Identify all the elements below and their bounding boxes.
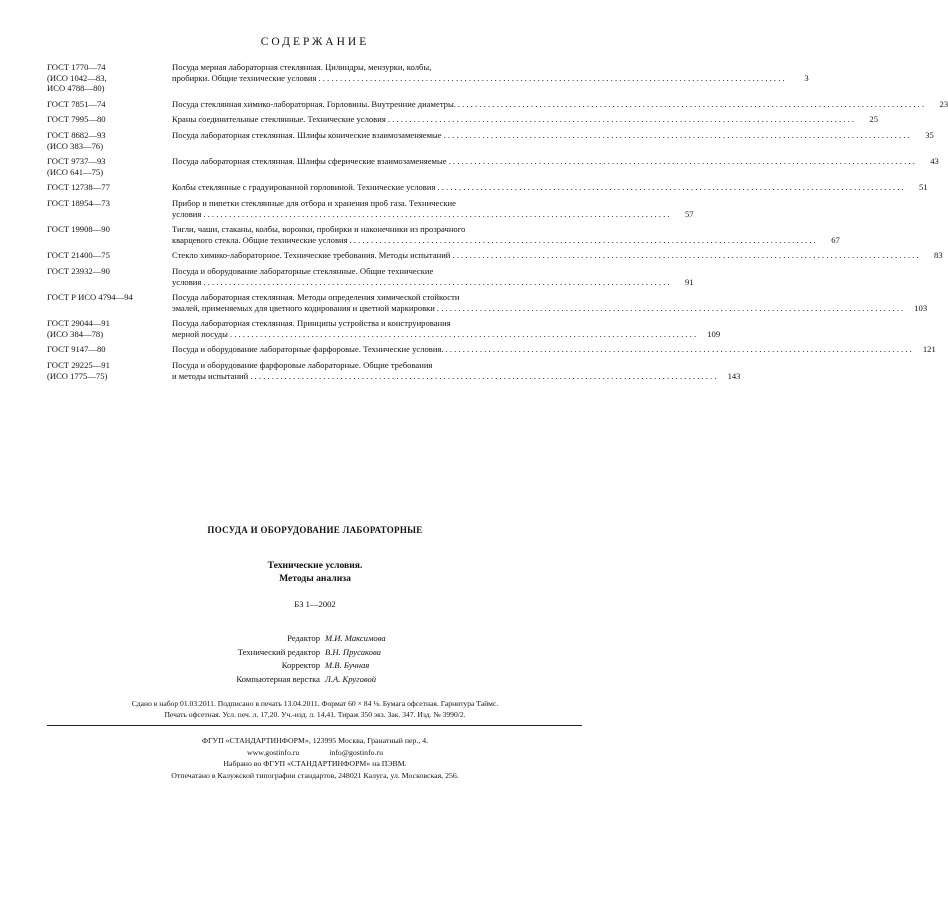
toc-standard-code (47, 130, 172, 151)
toc-dot-leader (437, 303, 903, 314)
toc-description-text: Посуда лабораторная стеклянная. Методы определения химической стойкости (172, 292, 460, 303)
credit-role: Технический редактор (237, 646, 320, 657)
toc-description-text: кварцевого стекла. Общие технические условия (172, 234, 348, 245)
toc-dot-leader (444, 130, 910, 141)
toc-dot-leader (350, 235, 816, 246)
toc-description-line (172, 62, 809, 73)
toc-description-text: мерной посуды (172, 328, 228, 339)
toc-code-line: ГОСТ 29044—91 (47, 318, 110, 329)
toc-standard-code (47, 156, 172, 177)
toc-description-text: Колбы стеклянные с градуированной горловиной. Технические условия (172, 182, 436, 193)
toc-description (172, 156, 939, 177)
imprint-line-1: Сдано в набор 01.03.2011. Подписано в печать 13.04.2011. Формат 60 × 84 ⅛. Бумага офсетная. Гарнитура Таймс. (131, 699, 499, 708)
toc-dot-leader (458, 99, 924, 110)
toc-entry[interactable] (47, 292, 928, 313)
toc-code-line: ГОСТ 18954—73 (47, 197, 110, 208)
toc-description (172, 182, 928, 193)
toc-entry[interactable] (47, 265, 694, 287)
toc-code-line: ИСО 4788—80) (47, 83, 105, 94)
toc-description-text: Тигли, чаши, стаканы, колбы, воронки, пробирки и наконечники из прозрачного (172, 224, 466, 235)
toc-code-line: ГОСТ 19908—90 (47, 224, 110, 235)
toc-description-line (172, 99, 948, 110)
toc-description-line (172, 156, 939, 167)
toc-description-text: и методы испытаний (172, 370, 249, 381)
credit-tech-editor (0, 646, 630, 660)
toc-description (172, 344, 936, 355)
toc-page-number: 23 (939, 98, 948, 109)
footer (0, 735, 630, 781)
toc-description (172, 266, 694, 287)
toc-description (172, 198, 694, 219)
toc-standard-code (47, 344, 172, 355)
toc-code-line: ГОСТ 29225—91 (47, 360, 110, 371)
toc-standard-code (47, 224, 172, 245)
credit-role: Редактор (287, 633, 320, 643)
toc-description-text: пробирки. Общие технические условия (172, 72, 317, 83)
credit-name: М.И. Максимова (325, 633, 386, 643)
toc-description-text: Посуда и оборудование фарфоровые лабораторные. Общие требования (172, 360, 433, 371)
toc-dot-leader (203, 209, 669, 220)
toc-entry[interactable] (47, 250, 943, 261)
toc-page-number: 57 (684, 208, 694, 219)
divider (47, 725, 582, 726)
toc-page-number: 67 (831, 234, 840, 245)
toc-description (172, 292, 927, 313)
toc-entry[interactable] (47, 156, 939, 177)
toc-description-line (172, 266, 694, 277)
publication-subtitle-line-2: Методы анализа (279, 573, 351, 584)
toc-page-number: 51 (919, 182, 928, 193)
credit-corrector (0, 659, 630, 673)
toc-standard-code (47, 292, 172, 313)
toc-entry[interactable] (47, 318, 721, 339)
toc-description-line (172, 73, 809, 84)
imprint (40, 698, 590, 720)
toc-description-text: Прибор и пипетки стеклянные для отбора и хранения проб газа. Технические (172, 197, 456, 208)
toc-page-number: 121 (922, 344, 936, 355)
toc-entry[interactable] (47, 114, 878, 125)
toc-description-text: Краны соединительные стеклянные. Технические условия (172, 114, 386, 125)
toc-code-line: ГОСТ Р ИСО 4794—94 (47, 292, 133, 303)
toc-standard-code (47, 182, 172, 193)
toc-page-number: 91 (684, 276, 694, 287)
toc-description (172, 130, 934, 151)
toc-dot-leader (318, 73, 784, 84)
toc-description-text: Посуда лабораторная стеклянная. Шлифы конические взаимозаменяемые (172, 129, 442, 140)
credit-name: Л.А. Круговой (325, 673, 377, 684)
toc-page-number: 35 (925, 129, 934, 140)
toc-code-line: ГОСТ 23932—90 (47, 265, 110, 276)
typeset-note: Набрано во ФГУП «СТАНДАРТИНФОРМ» на ПЭВМ. (223, 759, 407, 769)
toc-description-text: Посуда и оборудование лабораторные фарфоровые. Технические условия. (172, 344, 444, 355)
toc-description-line (172, 209, 694, 220)
toc-entry[interactable] (47, 62, 809, 94)
toc-description-text: условия (172, 208, 202, 219)
toc-description-line (172, 318, 720, 329)
toc-code-line: ГОСТ 12738—77 (47, 182, 110, 193)
email-link[interactable]: info@gostinfo.ru (329, 747, 384, 757)
toc-description (172, 114, 878, 125)
toc-code-line: ГОСТ 21400—75 (47, 250, 110, 261)
toc-description-text: эмалей, применяемых для цветного кодирования и цветной маркировки (172, 302, 435, 313)
website-link[interactable]: www.gostinfo.ru (246, 747, 300, 757)
toc-description-text: Посуда стеклянная химико-лабораторная. Горловины. Внутренние диаметры. (172, 98, 456, 109)
toc-description-line (172, 344, 936, 355)
credit-editor (0, 632, 630, 646)
bz-number: БЗ 1—2002 (294, 599, 336, 609)
toc-standard-code (47, 318, 172, 339)
toc-code-line: ГОСТ 9147—80 (47, 344, 106, 355)
toc-dot-leader (446, 344, 912, 355)
toc-description-line (172, 360, 740, 371)
toc-standard-code (47, 62, 172, 94)
toc-code-line: (ИСО 641—75) (47, 166, 104, 177)
toc-dot-leader (203, 277, 669, 288)
toc-page-number: 3 (804, 72, 809, 83)
toc-page-number: 83 (934, 250, 943, 261)
toc-page-number: 103 (914, 302, 928, 313)
toc-code-line: (ИСО 1775—75) (47, 370, 108, 381)
toc-description (172, 62, 809, 94)
toc-code-line: ГОСТ 8682—93 (47, 129, 106, 140)
toc-description-line (172, 292, 927, 303)
toc-description-text: Посуда и оборудование лабораторные стеклянные. Общие технические (172, 265, 434, 276)
toc-description (172, 318, 720, 339)
toc-page-number: 143 (727, 370, 741, 381)
imprint-line-2: Печать офсетная. Усл. печ. л. 17,20. Уч.-изд. л. 14,41. Тираж 350 экз. Зак. 347. Изд. № 3990/2. (164, 710, 466, 719)
credit-role: Корректор (281, 660, 320, 670)
toc-description-line (172, 371, 740, 382)
toc-entry[interactable] (47, 98, 948, 110)
publication-subtitle-line-1: Технические условия. (267, 560, 363, 571)
toc-entry[interactable] (47, 129, 934, 151)
toc-list (47, 62, 948, 386)
toc-standard-code (47, 198, 172, 219)
toc-code-line: ГОСТ 1770—74 (47, 62, 106, 72)
toc-code-line: (ИСО 383—76) (47, 140, 104, 151)
toc-entry[interactable] (47, 224, 840, 245)
toc-description-text: Посуда мерная лабораторная стеклянная. Цилиндры, мензурки, колбы, (172, 62, 432, 72)
toc-entry[interactable] (47, 360, 741, 381)
toc-standard-code (47, 99, 172, 110)
credit-layout (0, 673, 630, 687)
toc-description-line (172, 235, 840, 246)
toc-description-line (172, 277, 694, 288)
toc-description-line (172, 303, 927, 314)
printed-note: Отпечатано в Калужской типографии стандартов, 248021 Калуга, ул. Московская, 256. (171, 770, 459, 780)
toc-description (172, 360, 740, 381)
publication-title: ПОСУДА И ОБОРУДОВАНИЕ ЛАБОРАТОРНЫЕ (207, 525, 423, 535)
toc-description-line (172, 329, 720, 340)
toc-description (172, 99, 948, 110)
credits (0, 632, 630, 686)
toc-entry[interactable] (47, 344, 936, 355)
contacts (0, 747, 630, 759)
toc-code-line: ГОСТ 7995—80 (47, 114, 106, 125)
toc-description-text: Стекло химико-лабораторное. Технические требования. Методы испытаний (172, 250, 451, 261)
toc-entry[interactable] (47, 197, 694, 219)
toc-code-line: ГОСТ 9737—93 (47, 156, 106, 167)
toc-description (172, 250, 943, 261)
credit-role: Компьютерная верстка (236, 673, 320, 684)
credit-name: М.В. Бучная (325, 660, 370, 670)
toc-description-line (172, 114, 878, 125)
toc-dot-leader (230, 329, 696, 340)
toc-page-number: 25 (869, 114, 878, 125)
toc-dot-leader (388, 114, 854, 125)
toc-description-text: условия (172, 276, 202, 287)
toc-description-line (172, 130, 934, 141)
toc-dot-leader (437, 182, 903, 193)
toc-description-text: Посуда лабораторная стеклянная. Шлифы сферические взаимозаменяемые (172, 156, 447, 167)
publication-subtitle (0, 559, 630, 585)
toc-dot-leader (449, 156, 915, 167)
toc-description-line (172, 224, 840, 235)
toc-code-line: ГОСТ 7851—74 (47, 98, 106, 109)
credit-name: В.Н. Прусакова (325, 646, 381, 657)
toc-standard-code (47, 114, 172, 125)
toc-description (172, 224, 840, 245)
toc-standard-code (47, 266, 172, 287)
toc-page-number: 109 (707, 328, 721, 339)
toc-page-number: 43 (930, 156, 939, 167)
toc-standard-code (47, 360, 172, 381)
toc-description-line (172, 182, 928, 193)
toc-description-line (172, 250, 943, 261)
toc-description-text: Посуда лабораторная стеклянная. Принципы устройства и конструирования (172, 318, 451, 329)
toc-description-line (172, 198, 694, 209)
toc-dot-leader (452, 250, 918, 261)
publisher-address: ФГУП «СТАНДАРТИНФОРМ», 123995 Москва, Гранатный пер., 4. (201, 736, 429, 745)
toc-title: СОДЕРЖАНИЕ (260, 36, 370, 48)
toc-entry[interactable] (47, 182, 928, 193)
toc-code-line: (ИСО 1042—83, (47, 72, 107, 83)
toc-dot-leader (250, 371, 716, 382)
toc-standard-code (47, 250, 172, 261)
toc-code-line: (ИСО 384—78) (47, 328, 104, 339)
